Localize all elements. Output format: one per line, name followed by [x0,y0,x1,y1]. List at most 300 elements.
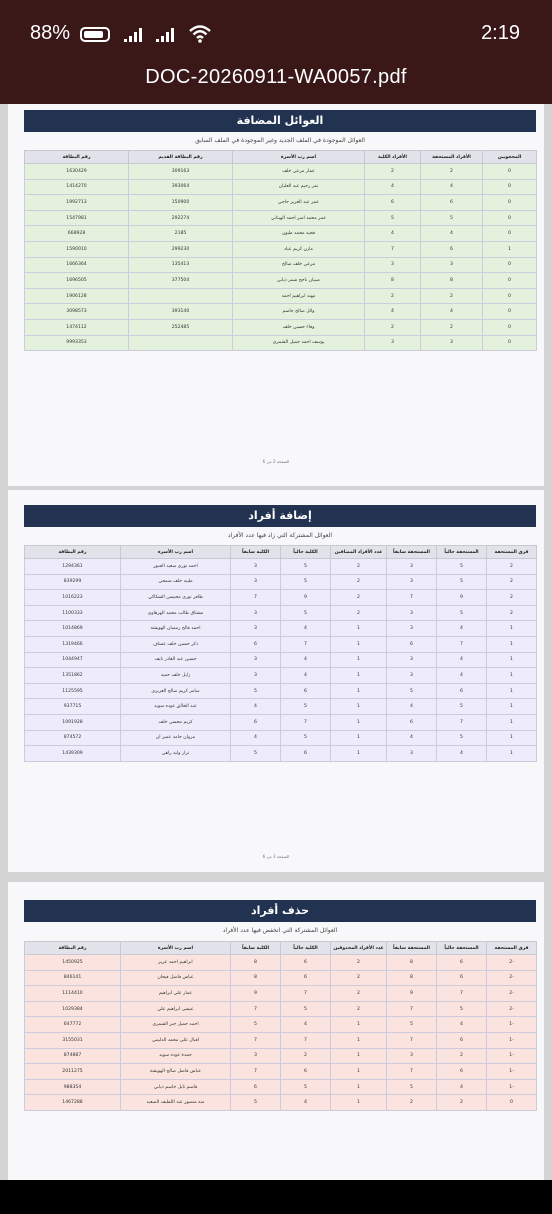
table-cell: 9 [281,590,331,606]
table-cell: 2 [487,590,537,606]
added-members-table [24,545,537,762]
table-cell: 1014869 [25,621,121,637]
table-row [25,195,537,211]
table-cell: 1 [331,1048,387,1064]
table-cell: 2011275 [25,1064,121,1080]
table-cell: 3 [387,1048,437,1064]
table-cell: 2 [365,288,421,304]
table-cell: 3 [231,559,281,575]
table-cell: 1125595 [25,683,121,699]
wifi-icon [188,24,212,44]
table-row [25,1032,537,1048]
table-row [25,210,537,226]
column-header: المستحقة سابقاً [387,942,437,955]
table-cell: -1 [487,1032,537,1048]
table-cell: 5 [281,574,331,590]
table-cell: 1450925 [25,955,121,971]
table-cell: 2 [437,1095,487,1111]
table-cell: 6 [281,1064,331,1080]
table-row [25,1095,537,1111]
table-cell: 7 [231,590,281,606]
table-row [25,288,537,304]
table-cell: 0 [483,179,537,195]
table-cell: 2 [331,590,387,606]
table-cell: 3 [231,574,281,590]
table-row [25,241,537,257]
table-cell: منه منصور عبد اللطيف الصعيد [121,1095,231,1111]
table-row [25,683,537,699]
table-row [25,955,537,971]
table-cell: 3 [365,257,421,273]
page-number: الصفحة 2 من 6 [262,459,290,464]
table-row [25,179,537,195]
table-cell: 3 [387,559,437,575]
table-cell: مهند ابراهيم احمد [233,288,365,304]
table-cell: 2 [487,574,537,590]
table-cell: 7 [281,1032,331,1048]
table-cell: 7 [231,1064,281,1080]
table-cell: 1 [487,730,537,746]
document-title: DOC-20260911-WA0057.pdf [145,66,407,88]
battery-icon [80,27,110,42]
table-cell: اقبال علي محمد الدليمي [121,1032,231,1048]
table-cell: 4 [231,730,281,746]
table-cell: 1 [331,1064,387,1080]
table-cell: 5 [231,1095,281,1111]
table-cell: 1351862 [25,668,121,684]
table-cell: 1414270 [25,179,129,195]
table-cell: 7 [387,1032,437,1048]
table-cell: 2 [281,1048,331,1064]
table-cell: 135413 [129,257,233,273]
table-cell: -2 [487,986,537,1002]
table-row [25,730,537,746]
table-cell: 2 [331,605,387,621]
table-row [25,164,537,180]
column-header: الكلية سابقاً [231,546,281,559]
table-row [25,668,537,684]
table-cell: حسين عبد القادر نايف [121,652,231,668]
table-cell: 6 [387,714,437,730]
table-row [25,1064,537,1080]
table-row [25,319,537,335]
table-cell: 8 [421,273,483,289]
table-cell: 4 [281,1095,331,1111]
table-cell: 1439309 [25,746,121,762]
table-cell: 6 [437,970,487,986]
page-number: الصفحة 3 من 6 [262,854,290,859]
table-cell: 937715 [25,699,121,715]
column-header: رقم البطاقة [25,151,129,164]
table-cell: 7 [387,590,437,606]
table-cell: 3 [387,652,437,668]
table-cell: ذكر حسين خلف عساف [121,636,231,652]
table-cell: 874887 [25,1048,121,1064]
table-cell: 6 [231,714,281,730]
table-cell: 4 [437,621,487,637]
table-cell: عباس فاضل فيحان [121,970,231,986]
table-cell: 4 [437,1017,487,1033]
table-cell: 2 [421,319,483,335]
table-cell: 1 [331,636,387,652]
table-cell: 4 [281,621,331,637]
table-cell: 5 [437,730,487,746]
table-cell: 3 [387,605,437,621]
table-cell: 1547981 [25,210,129,226]
table-cell: زايل خلف حميد [121,668,231,684]
table-cell: قحيه محمد طيون [233,226,365,242]
table-cell: صبيان ناجح شمر ذيابي [233,273,365,289]
table-cell: 5 [281,1001,331,1017]
table-cell: 4 [421,304,483,320]
table-cell: 6 [281,955,331,971]
table-cell: 6 [387,636,437,652]
table-row [25,1017,537,1033]
table-cell: 2 [331,559,387,575]
section-title: حذف أفراد [24,900,536,922]
table-cell: 1 [331,1095,387,1111]
table-cell: 6 [281,970,331,986]
table-cell: 9 [437,590,487,606]
table-row [25,226,537,242]
table-cell: مروان حامد عمير ان [121,730,231,746]
table-cell: 1 [331,668,387,684]
table-cell: عيسى ابراهيم علي [121,1001,231,1017]
table-cell: 4 [281,1017,331,1033]
table-cell: 5 [437,559,487,575]
table-cell: 1319466 [25,636,121,652]
table-cell: 1044947 [25,652,121,668]
table-cell: 5 [231,683,281,699]
column-header: رقم البطاقة القديم [129,151,233,164]
table-cell: 6 [231,636,281,652]
table-cell: 2185 [129,226,233,242]
table-cell: عبد الخالق عوده سويد [121,699,231,715]
table-cell: عمر محمد امير احمد الهيتاني [233,210,365,226]
table-cell: 9993353 [25,335,129,351]
table-cell: 6 [421,241,483,257]
table-cell [129,288,233,304]
table-row [25,699,537,715]
removed-members-table [24,941,537,1111]
table-cell: 6 [437,955,487,971]
table-cell: مشتاق طالب محمد الهرهاوي [121,605,231,621]
table-row [25,605,537,621]
table-cell: 6 [231,1079,281,1095]
pdf-page-2[interactable] [8,490,544,872]
table-cell: 2 [331,955,387,971]
column-header: الأفراد الكلية [365,151,421,164]
table-cell: يوسف احمد جميل الشمري [233,335,365,351]
table-cell: -1 [487,1048,537,1064]
table-cell: مرعي خلف صالح [233,257,365,273]
table-cell: 7 [387,1001,437,1017]
table-cell: 1 [331,1017,387,1033]
table-cell: 2 [437,1048,487,1064]
table-row [25,621,537,637]
table-cell: 1 [483,241,537,257]
column-header: المستحقة حالياً [437,546,487,559]
table-cell: 1 [331,699,387,715]
table-cell: حمدة عوده سويد [121,1048,231,1064]
table-cell: طيبه خلف شمحي [121,574,231,590]
table-cell: 7 [281,986,331,1002]
table-cell: 4 [365,179,421,195]
table-cell: 5 [387,683,437,699]
table-cell: -1 [487,1017,537,1033]
table-cell: 2 [487,559,537,575]
table-cell: 292274 [129,210,233,226]
table-cell: وائل صالح جاسم [233,304,365,320]
table-cell: 6 [365,195,421,211]
column-header: عدد الأفراد المحذوفين [331,942,387,955]
table-cell: 0 [483,304,537,320]
table-cell: 1 [331,652,387,668]
table-cell: 0 [483,288,537,304]
pdf-page-1[interactable] [8,104,544,486]
table-cell: احمد جميل جبر الشمري [121,1017,231,1033]
clock: 2:19 [481,22,520,44]
column-header: فرق المستحقة [487,942,537,955]
table-cell: نزار وليد راهي [121,746,231,762]
table-cell: 0 [483,335,537,351]
table-cell: 1630429 [25,164,129,180]
table-cell: 1474112 [25,319,129,335]
table-row [25,986,537,1002]
signal-icon-2 [156,26,174,42]
table-cell: 2 [487,605,537,621]
table-cell: 1 [331,714,387,730]
table-cell: 7 [437,986,487,1002]
table-cell: 150900 [129,195,233,211]
table-cell: 5 [231,746,281,762]
table-cell: 2 [365,319,421,335]
table-cell: 4 [365,304,421,320]
table-cell: كريم محسن خلف [121,714,231,730]
table-row [25,559,537,575]
table-cell: 5 [437,699,487,715]
table-cell: 0 [483,164,537,180]
table-cell: 0 [483,273,537,289]
table-cell: 4 [281,668,331,684]
pdf-page-3[interactable] [8,882,544,1180]
table-cell: 3155031 [25,1032,121,1048]
table-cell: 4 [387,699,437,715]
table-cell: 2 [331,1001,387,1017]
table-cell: 4 [437,1079,487,1095]
table-cell: -1 [487,1064,537,1080]
table-row [25,273,537,289]
table-cell: 0 [483,257,537,273]
table-cell: ظافر نوري محيسن الشكاكي [121,590,231,606]
table-cell: 5 [281,605,331,621]
table-row [25,652,537,668]
table-cell: 8 [387,955,437,971]
table-cell: 1 [331,746,387,762]
table-cell: عباس فاضل صالح الهويشة [121,1064,231,1080]
table-cell: 6 [421,195,483,211]
table-cell: 1 [487,746,537,762]
table-cell: 0 [483,226,537,242]
table-cell: 6 [281,683,331,699]
table-cell: 6 [281,746,331,762]
table-cell [129,335,233,351]
column-header: الكلية حالياً [281,546,331,559]
table-cell: 4 [437,746,487,762]
table-cell: 1114410 [25,986,121,1002]
table-cell: 7 [437,714,487,730]
table-cell: 1590010 [25,241,129,257]
table-cell: 0 [483,210,537,226]
column-header: اسم رب الأسرة [121,942,231,955]
column-header: رقم البطاقة [25,942,121,955]
table-cell: 3 [231,605,281,621]
table-cell: 1 [331,683,387,699]
table-cell: 2 [365,164,421,180]
column-header: الأفراد المستحقة [421,151,483,164]
table-cell: 1906128 [25,288,129,304]
battery-percentage: 88% [30,22,71,44]
table-cell: 839299 [25,574,121,590]
table-cell: 6 [437,1032,487,1048]
table-cell: 5 [281,559,331,575]
table-cell: سامر كريم صالح العزيزي [121,683,231,699]
table-cell: 1 [487,652,537,668]
column-header: المستحقة سابقاً [387,546,437,559]
column-header: رقم البطاقة [25,546,121,559]
table-cell: 5 [231,1017,281,1033]
table-cell: 5 [281,730,331,746]
section-subtitle: العوائل المشتركة التي زاد فيها عدد الأفراد [227,532,333,539]
table-cell: 1 [331,730,387,746]
column-header: المحجوبين [483,151,537,164]
column-header: اسم رب الأسرة [233,151,365,164]
table-cell: 1294361 [25,559,121,575]
table-row [25,1048,537,1064]
table-cell: 309163 [129,164,233,180]
added-families-table [24,150,537,351]
table-cell: 3 [387,574,437,590]
table-row [25,1001,537,1017]
table-cell: 0 [483,195,537,211]
table-cell: 846141 [25,970,121,986]
table-cell: 1 [487,636,537,652]
table-row [25,636,537,652]
table-cell: 3 [387,746,437,762]
table-cell: 0 [487,1095,537,1111]
column-header: عدد الأفراد المضافين [331,546,387,559]
section-title: إضافة أفراد [24,505,536,527]
table-cell: 7 [437,636,487,652]
table-cell: 1992713 [25,195,129,211]
table-cell: 668928 [25,226,129,242]
table-row [25,1079,537,1095]
top-bar [0,0,552,104]
table-cell: 5 [437,574,487,590]
table-cell: 2 [421,288,483,304]
table-cell: 1016223 [25,590,121,606]
table-cell: 5 [387,1017,437,1033]
table-cell: عمر عبد العزيز حاجي [233,195,365,211]
table-cell: 7 [387,1064,437,1080]
table-cell: 7 [231,1001,281,1017]
table-cell: 4 [231,699,281,715]
navigation-bar [0,1180,552,1214]
table-cell: 3 [231,668,281,684]
table-row [25,257,537,273]
table-row [25,746,537,762]
table-cell: 1 [487,683,537,699]
table-row [25,574,537,590]
table-cell: 6 [437,1064,487,1080]
table-cell: 8 [231,955,281,971]
table-cell: 299230 [129,241,233,257]
column-header: فرق المستحقة [487,546,537,559]
table-cell: قاسم نايل جاسم ذيابي [121,1079,231,1095]
table-cell: 4 [437,668,487,684]
table-cell: -1 [487,1079,537,1095]
table-cell: 2 [331,574,387,590]
table-cell: 3 [231,652,281,668]
table-cell: 5 [281,1079,331,1095]
table-cell: 1 [331,1079,387,1095]
table-row [25,590,537,606]
table-cell: 4 [437,652,487,668]
table-cell: 1 [331,621,387,637]
table-cell: 393140 [129,304,233,320]
table-cell: 7 [281,636,331,652]
table-cell: -2 [487,955,537,971]
table-cell: 4 [365,226,421,242]
table-cell: 3 [421,257,483,273]
table-cell: 252485 [129,319,233,335]
table-cell: 5 [365,210,421,226]
table-cell: عمار مرعي خلف [233,164,365,180]
table-cell: عمار علي ابراهيم [121,986,231,1002]
table-cell: 9 [387,986,437,1002]
table-cell: 7 [231,1032,281,1048]
table-cell: -2 [487,970,537,986]
table-cell: 1467288 [25,1095,121,1111]
table-cell: 3 [365,335,421,351]
table-cell: 1091928 [25,714,121,730]
section-title: العوائل المضافة [24,110,536,132]
table-cell: 5 [421,210,483,226]
table-cell: 3 [231,1048,281,1064]
table-cell: 647772 [25,1017,121,1033]
table-cell: 8 [231,970,281,986]
table-row [25,970,537,986]
table-cell: 377504 [129,273,233,289]
table-cell: 393064 [129,179,233,195]
table-cell: 4 [421,226,483,242]
table-cell: 0 [483,319,537,335]
table-cell: 1 [331,1032,387,1048]
table-cell: 8 [365,273,421,289]
status-bar [0,18,552,50]
table-cell: 7 [365,241,421,257]
table-cell: 1666364 [25,257,129,273]
table-cell: 1 [487,668,537,684]
table-cell: 1100333 [25,605,121,621]
table-cell: احمد فالح رمضان الهويشة [121,621,231,637]
table-cell: ابراهيم احمد عزيز [121,955,231,971]
column-header: الكلية سابقاً [231,942,281,955]
section-subtitle: العوائل المشتركة التي انخفض فيها عدد الأفراد [222,927,338,934]
table-cell: وفاء حسين خلف [233,319,365,335]
table-cell: 3098573 [25,304,129,320]
table-cell: 3 [421,335,483,351]
